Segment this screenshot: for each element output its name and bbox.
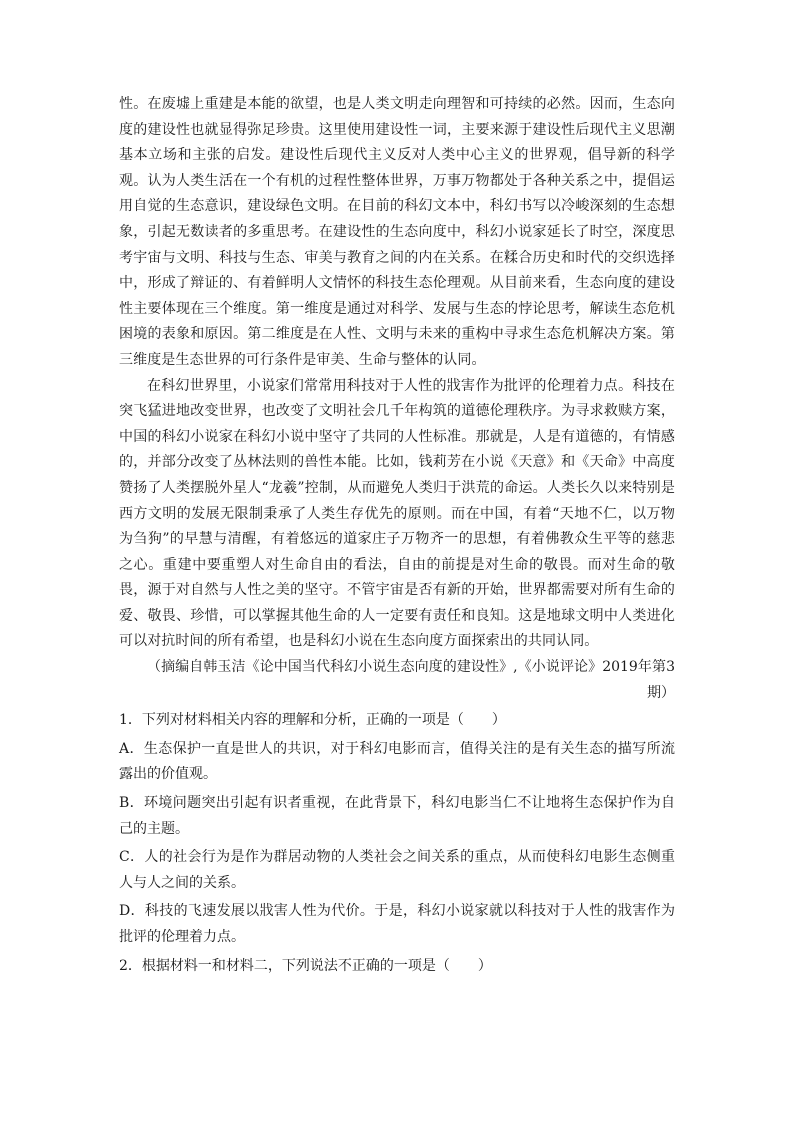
question-1-option-c: C．人的社会行为是作为群居动物的人类社会之间关系的重点，从而使科幻电影生态侧重人与人之间的关系。	[119, 849, 675, 891]
article-paragraph-1: 性。在废墟上重建是本能的欲望，也是人类文明走向理智和可持续的必然。因而，生态向度的建设性也就显得弥足珍贵。这里使用建设性一词，主要来源于建设性后现代主义思潮基本立场和主张的启发。建设性后现代主义反对人类中心主义的世界观，倡导新的科学观。认为人类生活在一个有机的过程性整体世界，万事万物都处于各种关系之中，提倡运用自觉的生态意识，建设绿色文明。在目前的科幻文本中，科幻书写以冷峻深刻的生态想象，引起无数读者的多重思考。在建设性的生态向度中，科幻小说家延长了时空，深度思考宇宙与文明、科技与生态、审美与教育之间的内在关系。在糅合历史和时代的交织选择中，形成了辩证的、有着鲜明人文情怀的科技生态伦理观。从目前来看，生态向度的建设性主要体现在三个维度。第一维度是通过对科学、发展与生态的悖论思考，解读生态危机困境的表象和原因。第二维度是在人性、文明与未来的重构中寻求生态危机解决方案。第三维度是生态世界的可行条件是审美、生命与整体的认同。	[119, 96, 675, 368]
question-2-stem: 2．根据材料一和材料二，下列说法不正确的一项是（ ）	[119, 957, 492, 974]
question-1	[119, 708, 675, 950]
article-paragraph-2: 在科幻世界里，小说家们常常用科技对于人性的戕害作为批评的伦理着力点。科技在突飞猛进地改变世界，也改变了文明社会几千年构筑的道德伦理秩序。为寻求救赎方案，中国的科幻小说家在科幻小说中坚守了共同的人性标准。那就是，人是有道德的，有情感的，并部分改变了丛林法则的兽性本能。比如，钱莉芳在小说《天意》和《天命》中高度赞扬了人类摆脱外星人“龙羲”控制，从而避免人类归于洪荒的命运。人类长久以来特别是西方文明的发展无限制秉承了人类生存优先的原则。而在中国，有着“天地不仁，以万物为刍狗”的早慧与清醒，有着悠远的道家庄子万物齐一的思想，有着佛教众生平等的慈悲之心。重建中要重塑人对生命自由的看法，自由的前提是对生命的敬畏。而对生命的敬畏，源于对自然与人性之美的坚守。不管宇宙是否有新的开始，世界都需要对所有生命的爱、敬畏、珍惜，可以掌握其他生命的人一定要有责任和良知。这是地球文明中人类进化可以对抗时间的所有希望，也是科幻小说在生态向度方面探索出的共同认同。	[119, 377, 675, 650]
question-1-option-b: B．环境问题突出引起有识者重视，在此背景下，科幻电影当仁不让地将生态保护作为自己的主题。	[119, 795, 675, 837]
question-1-option-d: D．科技的飞速发展以戕害人性为代价。于是，科幻小说家就以科技对于人性的戕害作为批评的伦理着力点。	[119, 903, 675, 945]
question-2	[119, 954, 675, 980]
question-1-stem: 1．下列对材料相关内容的理解和分析，正确的一项是（ ）	[119, 712, 506, 729]
question-1-option-a: A．生态保护一直是世人的共识，对于科幻电影而言，值得关注的是有关生态的描写所流露出的价值观。	[119, 740, 675, 783]
article-source-citation: （摘编自韩玉洁《论中国当代科幻小说生态向度的建设性》,《小说评论》2019年第3期）	[147, 659, 675, 701]
document-page	[119, 92, 675, 979]
